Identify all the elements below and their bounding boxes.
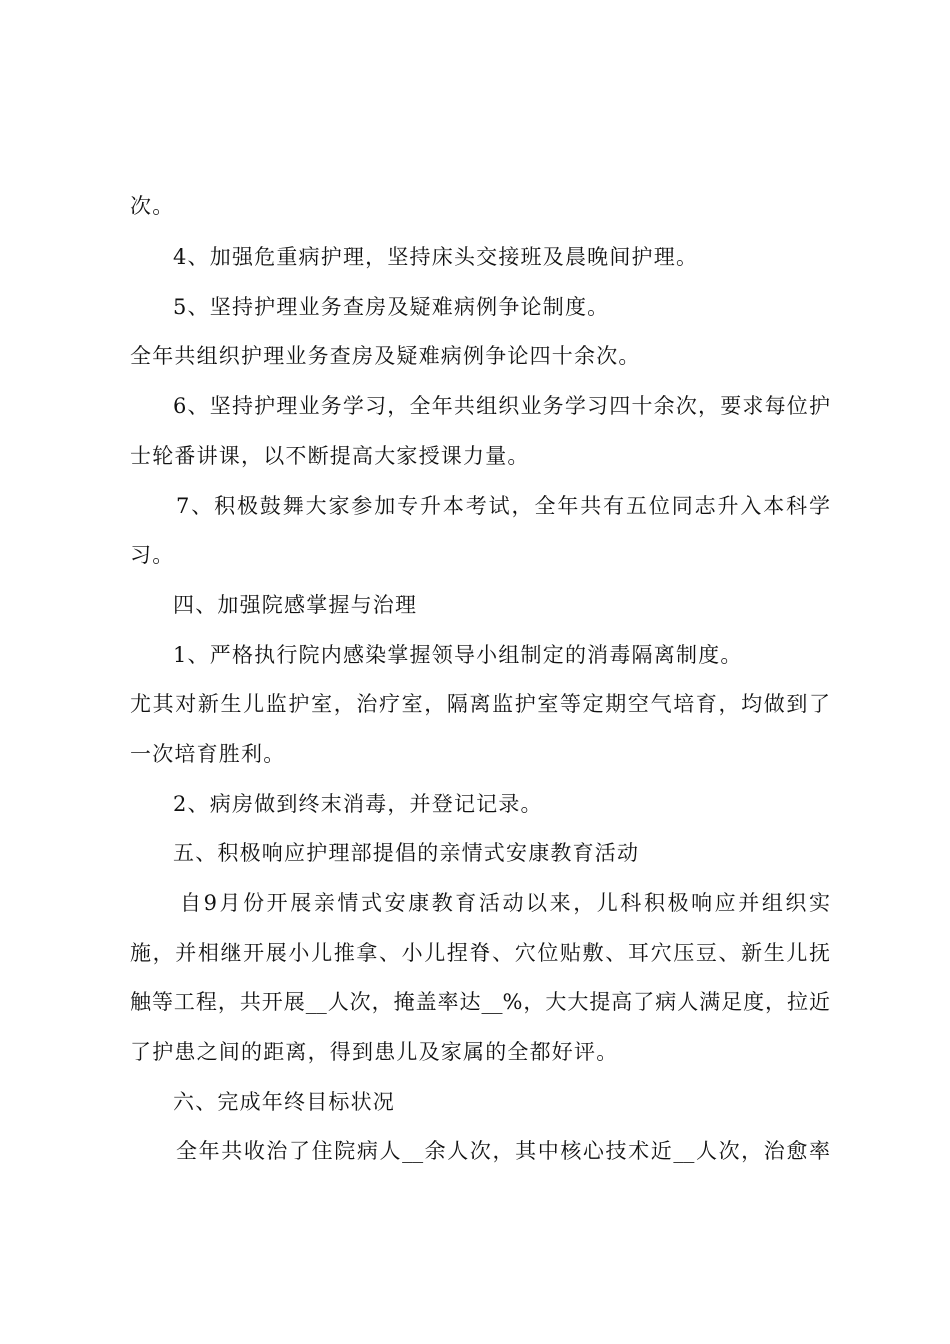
text-line: 自9月份开展亲情式安康教育活动以来，儿科积极响应并组织实 (180, 891, 830, 915)
text-line: 触等工程，共开展__人次，掩盖率达__%，大大提高了病人满足度，拉近 (130, 990, 830, 1014)
text-line: 尤其对新生儿监护室，治疗室，隔离监护室等定期空气培育，均做到了 (130, 692, 830, 716)
text-line: 2、病房做到终末消毒，并登记记录。 (173, 792, 543, 816)
text-line: 全年共收治了住院病人__余人次，其中核心技术近__人次，治愈率 (176, 1139, 830, 1163)
text-line: 4、加强危重病护理，坚持床头交接班及晨晚间护理。 (173, 245, 699, 269)
text-line: 了护患之间的距离，得到患儿及家属的全都好评。 (130, 1040, 619, 1064)
text-line: 6、坚持护理业务学习，全年共组织业务学习四十余次，要求每位护 (173, 394, 830, 418)
text-line: 一次培育胜利。 (130, 742, 286, 766)
text-line: 5、坚持护理业务查房及疑难病例争论制度。 (173, 295, 610, 319)
section-heading: 四、加强院感掌握与治理 (173, 593, 418, 617)
text-line: 士轮番讲课，以不断提高大家授课力量。 (130, 444, 530, 468)
section-heading: 六、完成年终目标状况 (173, 1090, 395, 1114)
text-line: 习。 (130, 543, 175, 567)
text-line: 7、积极鼓舞大家参加专升本考试，全年共有五位同志升入本科学 (176, 494, 830, 518)
text-line: 施，并相继开展小儿推拿、小儿捏脊、穴位贴敷、耳穴压豆、新生儿抚 (130, 941, 830, 965)
text-line: 次。 (130, 194, 175, 218)
section-heading: 五、积极响应护理部提倡的亲情式安康教育活动 (173, 841, 640, 865)
text-line: 全年共组织护理业务查房及疑难病例争论四十余次。 (130, 344, 641, 368)
text-line: 1、严格执行院内感染掌握领导小组制定的消毒隔离制度。 (173, 643, 743, 667)
